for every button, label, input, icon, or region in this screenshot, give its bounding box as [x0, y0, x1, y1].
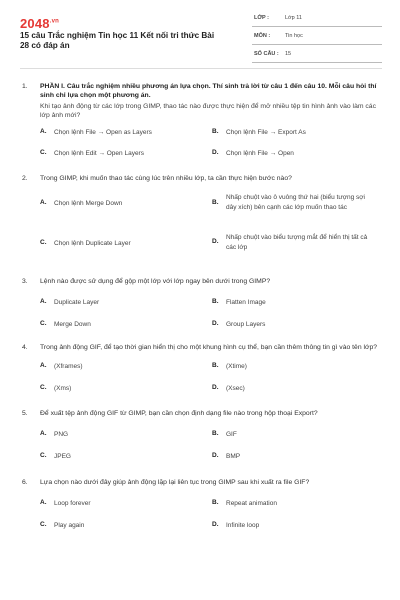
option-c[interactable] — [40, 239, 131, 248]
option-b[interactable] — [212, 430, 237, 439]
option-text: BMP — [226, 453, 241, 460]
options-6 — [40, 499, 382, 539]
option-a[interactable] — [40, 298, 99, 307]
option-letter: C. — [40, 239, 47, 246]
option-letter: B. — [212, 362, 219, 369]
options-4 — [40, 362, 382, 402]
option-c[interactable] — [40, 452, 71, 461]
option-b[interactable] — [212, 499, 277, 508]
option-b[interactable] — [212, 362, 247, 371]
question-text: Khi tạo ảnh động từ các lớp trong GIMP, thao tác nào được thực hiện để mở nhiều tệp tin hình ảnh vào làm các lớp ảnh mới? — [40, 103, 376, 119]
question-2 — [20, 174, 382, 183]
meta-value: 15 — [285, 51, 292, 57]
logo-text: 2048 — [20, 16, 50, 31]
question-number: 4. — [22, 344, 28, 351]
question-5 — [20, 409, 382, 418]
option-letter: D. — [212, 384, 219, 391]
question-text: Trong GIMP, khi muốn thao tác cùng lúc trên nhiều lớp, ta cần thực hiện bước nào? — [40, 175, 292, 182]
option-d[interactable] — [212, 452, 240, 461]
option-letter: A. — [40, 430, 47, 437]
option-text: Flatten Image — [226, 299, 266, 306]
meta-value: Tin học — [285, 33, 303, 39]
question-text: Trong ảnh động GIF, để tạo thời gian hiển thị cho một khung hình cụ thể, bạn cần thêm thông tin gì vào tên lớp? — [40, 344, 378, 351]
option-text: (Xtime) — [226, 363, 247, 370]
option-text: PNG — [54, 431, 69, 438]
option-d[interactable] — [212, 233, 382, 253]
question-section-header: PHẦN I. Câu trắc nghiệm nhiều phương án lựa chọn. Thí sinh trả lời từ câu 1 đến câu 10. Mỗi câu hỏi thí sinh chỉ lựa chọn một phương án. — [40, 83, 377, 99]
question-text: Lựa chọn nào dưới đây giúp ảnh động lặp lại liên tục trong GIMP sau khi xuất ra file GIF? — [40, 479, 310, 486]
option-letter: B. — [212, 298, 219, 305]
meta-row-class — [252, 12, 382, 27]
options-1 — [40, 128, 382, 168]
question-number: 1. — [22, 83, 28, 90]
option-a[interactable] — [40, 362, 83, 371]
question-text: Để xuất tệp ảnh động GIF từ GIMP, bạn cần chọn định dạng file nào trong hộp thoại Export? — [40, 410, 318, 417]
option-c[interactable] — [40, 384, 71, 393]
option-letter: D. — [212, 238, 219, 245]
document-title: 15 câu Trắc nghiệm Tin học 11 Kết nối tri thức Bài 28 có đáp án — [20, 31, 215, 50]
option-text: Nhấp chuột vào biểu tượng mắt để hiển thị tất cả các lớp — [226, 234, 368, 251]
option-letter: A. — [40, 499, 47, 506]
option-letter: C. — [40, 452, 47, 459]
option-letter: C. — [40, 384, 47, 391]
question-6 — [20, 478, 382, 487]
meta-box — [252, 12, 382, 66]
question-text: Lệnh nào được sử dụng để gộp một lớp với lớp ngay bên dưới trong GIMP? — [40, 278, 271, 285]
option-letter: D. — [212, 149, 219, 156]
logo-domain: .vn — [49, 18, 60, 25]
option-letter: C. — [40, 149, 47, 156]
option-a[interactable] — [40, 199, 122, 208]
option-text: Chọn lệnh File → Open as Layers — [54, 129, 152, 136]
option-letter: A. — [40, 362, 47, 369]
option-d[interactable] — [212, 320, 265, 329]
header-divider — [20, 68, 382, 69]
option-text: GIF — [226, 431, 237, 438]
options-3 — [40, 298, 382, 338]
meta-value: Lớp 11 — [285, 15, 302, 21]
meta-row-subject — [252, 30, 382, 45]
option-b[interactable] — [212, 128, 306, 137]
option-text: Group Layers — [226, 321, 266, 328]
option-letter: B. — [212, 199, 219, 206]
option-letter: C. — [40, 320, 47, 327]
option-text: (Xms) — [54, 385, 72, 392]
meta-label: LỚP : — [254, 15, 269, 21]
option-text: (Xsec) — [226, 385, 245, 392]
option-letter: D. — [212, 521, 219, 528]
option-c[interactable] — [40, 521, 84, 530]
option-letter: A. — [40, 199, 47, 206]
option-a[interactable] — [40, 430, 68, 439]
option-b[interactable] — [212, 193, 382, 213]
option-letter: B. — [212, 430, 219, 437]
option-text: Infinite loop — [226, 522, 260, 529]
question-number: 5. — [22, 410, 28, 417]
option-letter: B. — [212, 499, 219, 506]
option-letter: A. — [40, 298, 47, 305]
question-number: 2. — [22, 175, 28, 182]
option-letter: D. — [212, 452, 219, 459]
option-b[interactable] — [212, 298, 266, 307]
option-c[interactable] — [40, 149, 144, 158]
option-letter: B. — [212, 128, 219, 135]
option-a[interactable] — [40, 499, 91, 508]
options-5 — [40, 430, 382, 470]
option-a[interactable] — [40, 128, 152, 137]
header — [0, 0, 400, 62]
question-number: 3. — [22, 278, 28, 285]
option-text: Duplicate Layer — [54, 299, 100, 306]
question-list — [20, 78, 382, 539]
meta-label: MÔN : — [254, 33, 271, 39]
option-text: Chọn lệnh File → Export As — [226, 129, 306, 136]
option-text: Loop forever — [54, 500, 91, 507]
option-text: Repeat animation — [226, 500, 277, 507]
question-3 — [20, 277, 382, 286]
option-letter: D. — [212, 320, 219, 327]
meta-row-count — [252, 48, 382, 63]
option-text: Play again — [54, 522, 85, 529]
meta-label: SỐ CÂU : — [254, 51, 279, 57]
option-text: Nhấp chuột vào ô vuông thứ hai (biểu tượng sợi dây xích) bên cạnh các lớp muốn thao tác — [226, 194, 366, 211]
option-text: Chọn lệnh Edit → Open Layers — [54, 150, 144, 157]
option-text: JPEG — [54, 453, 71, 460]
option-text: Chọn lệnh Merge Down — [54, 200, 123, 207]
site-logo[interactable] — [20, 16, 59, 31]
option-letter: C. — [40, 521, 47, 528]
option-letter: A. — [40, 128, 47, 135]
question-number: 6. — [22, 479, 28, 486]
option-d[interactable] — [212, 384, 245, 393]
option-text: (Xframes) — [54, 363, 83, 370]
option-text: Chọn lệnh File → Open — [226, 150, 294, 157]
options-2 — [40, 193, 382, 263]
question-4 — [20, 343, 382, 352]
option-d[interactable] — [212, 149, 294, 158]
option-c[interactable] — [40, 320, 91, 329]
option-text: Merge Down — [54, 321, 91, 328]
option-d[interactable] — [212, 521, 259, 530]
question-1 — [20, 82, 382, 120]
option-text: Chọn lệnh Duplicate Layer — [54, 240, 131, 247]
